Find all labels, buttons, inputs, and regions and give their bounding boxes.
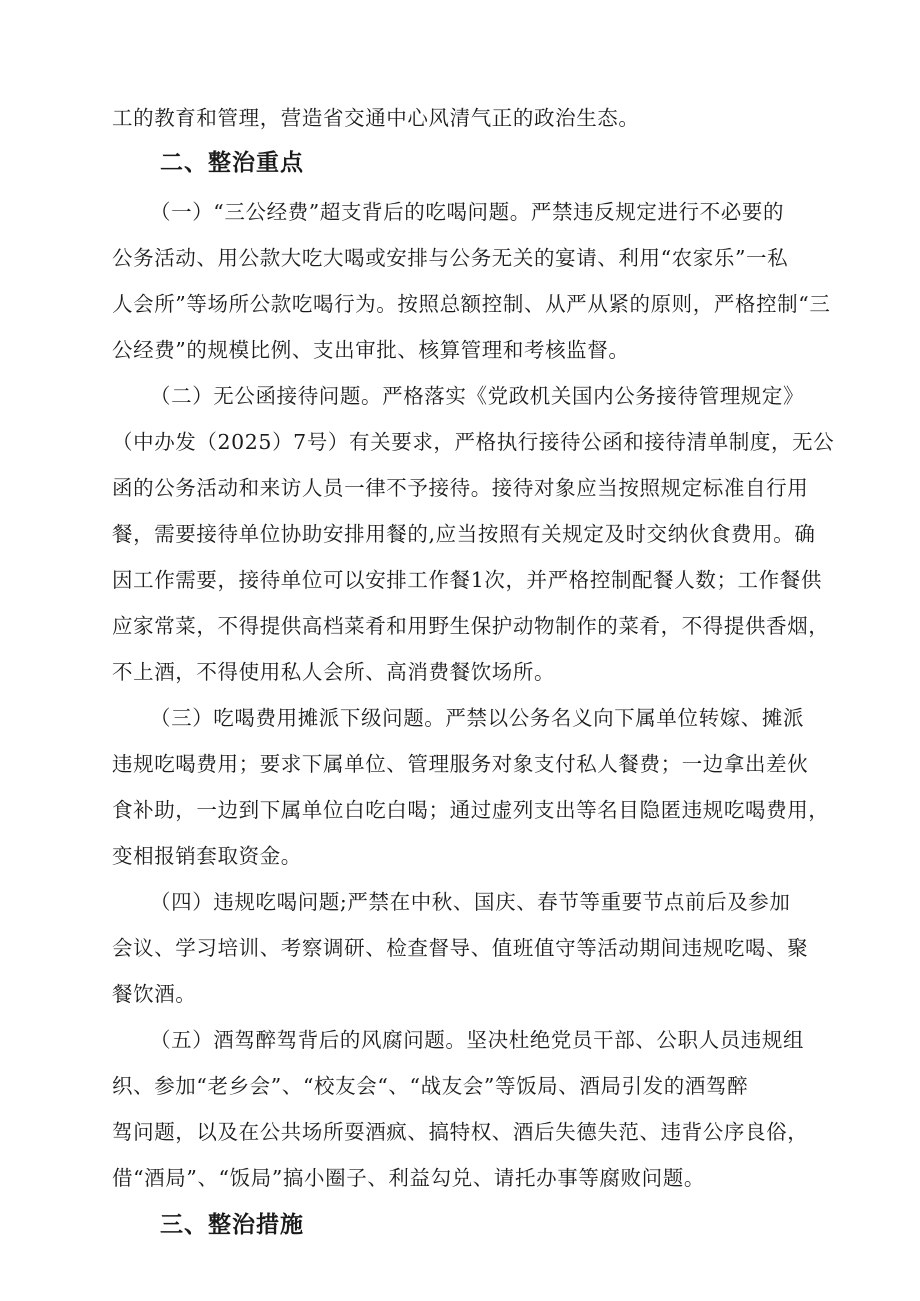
paragraph-line: 会议、学习培训、考察调研、检查督导、值班值守等活动期间违规吃喝、聚 [112,936,809,960]
paragraph-line: 因工作需要，接待单位可以安排工作餐1次，并严格控制配餐人数；工作餐供 [112,568,822,592]
paragraph-line: （四）违规吃喝问题;严禁在中秋、国庆、春节等重要节点前后及参加 [150,890,791,914]
paragraph-line: 违规吃喝费用；要求下属单位、管理服务对象支付私人餐费；一边拿出差伙 [112,752,809,776]
paragraph-line: 函的公务活动和来访人员一律不予接待。接待对象应当按照规定标准自行用 [112,476,809,500]
paragraph-line: （五）酒驾醉驾背后的风腐问题。坚决杜绝党员干部、公职人员违规组 [150,1028,805,1052]
paragraph-line: 应家常菜，不得提供高档菜肴和用野生保护动物制作的菜肴，不得提供香烟， [112,614,830,638]
paragraph-line: （三）吃喝费用摊派下级问题。严禁以公务名义向下属单位转嫁、摊派 [150,706,805,730]
paragraph-line: （二）无公函接待问题。严格落实《党政机关国内公务接待管理规定》 [150,384,805,408]
section-heading-3: 三、整治措施 [160,1212,304,1238]
paragraph-line: 餐饮酒。 [112,982,197,1006]
intro-line: 工的教育和管理，营造省交通中心风清气正的政治生态。 [112,106,640,130]
paragraph-line: 驾问题，以及在公共场所耍酒疯、搞特权、酒后失德失范、违背公序良俗， [112,1120,809,1144]
paragraph-line: 借“酒局”、“饭局”搞小圈子、利益勾兑、请托办事等腐败问题。 [112,1166,705,1190]
paragraph-line: 食补助，一边到下属单位白吃白喝；通过虚列支出等名目隐匿违规吃喝费用， [112,798,830,822]
paragraph-line: 人会所”等场所公款吃喝行为。按照总额控制、从严从紧的原则，严格控制“三 [112,292,831,316]
paragraph-line: （一）“三公经费”超支背后的吃喝问题。严禁违反规定进行不必要的 [150,200,785,224]
paragraph-line: 不上酒，不得使用私人会所、高消费餐饮场所。 [112,660,556,684]
paragraph-line: （中办发（2025）7号）有关要求，严格执行接待公函和接待清单制度，无公 [112,430,835,454]
section-heading-2: 二、整治重点 [160,150,304,176]
paragraph-line: 织、参加“老乡会”、“校友会“、“战友会”等饭局、酒局引发的酒驾醉 [112,1074,749,1098]
paragraph-line: 餐，需要接待单位协助安排用餐的,应当按照有关规定及时交纳伙食费用。确 [112,522,816,546]
paragraph-line: 公务活动、用公款大吃大喝或安排与公务无关的宴请、利用“农家乐”一私 [112,246,789,270]
paragraph-line: 变相报销套取资金。 [112,844,302,868]
paragraph-line: 公经费”的规模比例、支出审批、核算管理和考核监督。 [112,338,630,362]
